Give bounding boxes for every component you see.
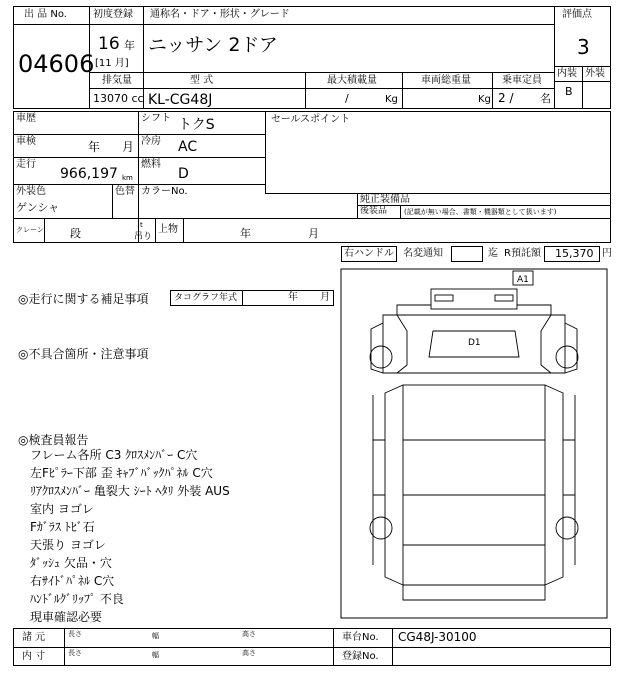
defects-title: ◎不具合箇所・注意事項	[18, 347, 149, 361]
lot-number-label: 出 品 No.	[24, 9, 67, 20]
inspection-year-unit: 年	[88, 140, 101, 154]
model-code-label: 型 式	[190, 75, 214, 86]
inspector-line: 左Fﾋﾟﾗｰ下部 歪 ｷｬﾌﾞﾊﾞｯｸﾊﾟﾈﾙ C穴	[30, 466, 213, 480]
tachograph-month-unit: 月	[320, 292, 330, 303]
interior-grade-label: 内装	[557, 68, 577, 79]
color-change-label: 色替	[115, 186, 135, 197]
inspector-line: ﾘｱｸﾛｽﾒﾝﾊﾞｰ 亀裂大 ｼｰﾄ ﾍﾀﾘ 外装 AUS	[30, 484, 230, 498]
exterior-color-value: ゲンシャ	[16, 201, 60, 214]
displacement-label: 排気量	[102, 75, 132, 86]
name-change-label: 名変通知	[403, 248, 443, 259]
inspector-line: ﾀﾞｯｼｭ 欠品・穴	[30, 556, 112, 570]
crane-ton-unit: t	[140, 221, 143, 229]
recycle-deposit-label: R預託額	[504, 248, 541, 259]
upper-month-unit: 月	[308, 227, 319, 240]
inner-height-label: 高さ	[242, 649, 256, 657]
crane-stage-unit: 段	[70, 227, 81, 240]
name-change-box	[451, 246, 483, 262]
capacity-value: 2 /	[498, 91, 514, 105]
upper-body-label: 上物	[158, 224, 178, 235]
genuine-equipment-label: 純正装備品	[360, 194, 410, 205]
exterior-grade-label: 外装	[585, 68, 605, 79]
capacity-label: 乗車定員	[502, 75, 542, 86]
grade-score: 3	[577, 35, 590, 59]
inspector-line: 室内 ヨゴレ	[30, 502, 94, 516]
inspector-line: フレーム各所 C3 ｸﾛｽﾒﾝﾊﾞｰ C穴	[30, 448, 198, 462]
spec-width-label: 幅	[152, 632, 159, 640]
ac-label: 冷房	[141, 136, 161, 147]
fuel-value: D	[178, 166, 189, 182]
mileage-value: 966,197	[60, 166, 118, 182]
gross-weight-unit: Kg	[478, 94, 491, 105]
color-number-label: カラーNo.	[141, 186, 188, 197]
tachograph-label: タコグラフ年式	[174, 293, 238, 303]
mileage-label: 走行	[16, 159, 36, 170]
exterior-color-label: 外装色	[16, 186, 46, 197]
chassis-number: CG48J-30100	[398, 630, 477, 644]
interior-grade: B	[565, 85, 573, 98]
shift-label: シフト	[141, 113, 171, 124]
upper-year-unit: 年	[240, 227, 251, 240]
inspector-line: 天張り ヨゴレ	[30, 538, 106, 552]
car-name-header: 通称名・ドア・形状・グレード	[150, 9, 290, 20]
tax-until-label: 迄	[488, 248, 498, 259]
registration-year: 16	[98, 34, 120, 54]
max-load-unit: Kg	[385, 94, 398, 105]
inspection-label: 車検	[16, 136, 36, 147]
registration-number-label: 登録No.	[342, 651, 379, 662]
max-load-slash: /	[345, 92, 349, 105]
spec-height-label: 高さ	[242, 630, 256, 638]
inspector-line: 右ｻｲﾄﾞﾊﾟﾈﾙ C穴	[30, 574, 115, 588]
inspection-month-unit: 月	[122, 140, 135, 154]
gross-weight-label: 車両総重量	[421, 75, 471, 86]
recycle-deposit-value: 15,370	[555, 247, 594, 260]
aftermarket-label: 後装品	[360, 206, 388, 216]
crane-label: クレーン	[16, 226, 44, 234]
diagram-mark-a1: A1	[517, 275, 529, 285]
specs-label: 諸 元	[22, 632, 46, 643]
inspector-line: 現車確認必要	[30, 610, 103, 624]
inspector-line: Fｶﾞﾗｽ ﾄﾋﾞ石	[30, 520, 95, 534]
running-notes-title: ◎走行に関する補足事項	[18, 292, 149, 306]
inspector-report-title: ◎検査員報告	[18, 433, 89, 447]
crane-hanging-unit: 吊り	[134, 232, 153, 242]
ac-value: AC	[178, 139, 198, 155]
displacement-value: 13070 cc	[93, 92, 144, 105]
model-code-value: KL-CG48J	[148, 92, 213, 108]
shift-value: トクS	[178, 117, 215, 133]
registration-year-unit: 年	[124, 39, 135, 52]
fuel-label: 燃料	[141, 159, 161, 170]
capacity-unit: 名	[540, 92, 551, 105]
recycle-deposit-unit: 円	[602, 248, 612, 259]
max-load-label: 最大積載量	[327, 75, 377, 86]
tachograph-year-unit: 年	[288, 292, 298, 303]
spec-length-label: 長さ	[68, 630, 82, 638]
inner-length-label: 長さ	[68, 649, 82, 657]
aftermarket-note: (記載が無い場合、書類・機器類として扱います)	[404, 208, 557, 216]
truck-damage-diagram	[337, 265, 611, 622]
history-label: 車歴	[16, 113, 36, 124]
inner-width-label: 幅	[152, 651, 159, 659]
selling-points-label: セールスポイント	[271, 114, 351, 125]
inner-dimensions-label: 内 寸	[22, 651, 46, 662]
inspector-line: ﾊﾝﾄﾞﾙｸﾞﾘｯﾌﾟ 不良	[30, 592, 124, 606]
chassis-number-label: 車台No.	[342, 632, 379, 643]
diagram-mark-d1: D1	[468, 338, 481, 348]
car-name: ニッサン 2ドア	[148, 34, 278, 56]
grade-label: 評価点	[562, 9, 592, 20]
registration-month: [11 月]	[95, 58, 129, 69]
steering-position: 右ハンドル	[344, 248, 394, 259]
lot-number: 04606	[18, 50, 95, 78]
first-registration-label: 初度登録	[93, 9, 133, 20]
mileage-unit: km	[122, 174, 133, 182]
